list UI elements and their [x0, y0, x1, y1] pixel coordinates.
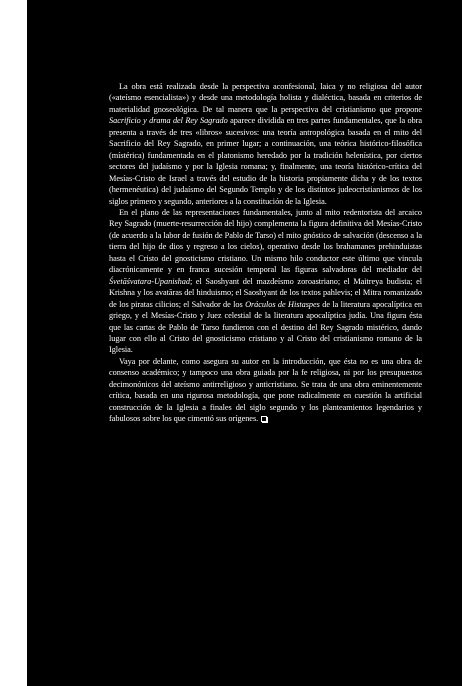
paragraph-3 [109, 356, 422, 425]
italic-title-oraculos: Oráculos de Histaspes [245, 299, 320, 309]
text-segment: En el plano de las representaciones fundamentales, junto al mito redentorista del arcaico Rey Sagrado (muerte-resurrección del hijo) complementa la figura definitiva del Mesías-Cristo (de acuerdo a la labor de fusión de Pablo de Tarso) el mito gnóstico de salvación (descenso a la tierra del hijo de dios y regreso a los cielos), operativo desde los brahamanes prehinduistas hasta el Cristo del gnosticismo cristiano. Un mismo hilo conductor este último que vincula diacrónicamente y en franca sucesión temporal las figuras salvadoras del mediador del [109, 207, 422, 275]
square-end-mark-icon [261, 416, 267, 422]
text-segment: ; el Saoshyant del mazdeísmo zoroastriano; el Maitreya budista; el Krishna y los avatāras del hinduismo; el Saoshyant de los textos pahlevis; el Mitra romanizado de los piratas cilicios; el Salvador de los [109, 276, 422, 309]
blurb-text [109, 81, 422, 425]
text-segment: aparece dividida en tres partes fundamentales, que la obra presenta a través de tres «libros» sucesivos: una teoría antropológica basada en el mito del Sacrificio del Rey Sagrado, en primer lugar; a continuación, una teórica histórico-filosófica (místérica) fundamentada en el platonismo heredado por la tradición helenística, por ciertos sectores del judaísmo y por la Iglesia romana; y, finalmente, una teoría histórico-crítica del Mesías-Cristo de Israel a través del estudio de la historia propiamente dicha y de los textos (hermenéutica) del judaísmo del Segundo Templo y de los distintos judeocristianismos de los siglos primero y segundo, anteriores a la constitución de la Iglesia. [109, 116, 422, 206]
back-cover [27, 0, 462, 686]
paragraph-2 [109, 207, 422, 356]
text-segment: de la literatura apocalíptica en griego, y el Mesías-Cristo y Juez celestial de la literatura apocalíptica judía. Una figura ésta que las cartas de Pablo de Tarso fundieron con el destino del Rey Sagrado mistérico, dando lugar con ello al Cristo del gnosticismo cristiano y al Cristo del cristianismo romano de la Iglesia. [109, 299, 422, 355]
italic-title-upanishad: Śvetāśvatara-Upanishad [109, 276, 190, 286]
paragraph-1 [109, 81, 422, 207]
text-segment: La obra está realizada desde la perspectiva aconfesional, laica y no religiosa del autor («ateísmo esencialista») y desde una metodología holista y dialéctica, basada en criterios de materialidad gnoseológica. De tal manera que la perspectiva del cristianismo que propone [109, 82, 422, 114]
italic-title-sacrificio: Sacrificio y drama del Rey Sagrado [109, 116, 228, 126]
text-segment: Vaya por delante, como asegura su autor en la introducción, que ésta no es una obra de consenso académico; y tampoco una obra guiada por la fe religiosa, ni por los presupuestos decimonónicos del ateísmo antirreligioso y anticristiano. Se trata de una obra eminentemente crítica, basada en una rigurosa metodología, que pone radicalmente en cuestión la artificial construcción de la Iglesia a finales del siglo segundo y los planteamientos legendarios y fabulosos sobre los que cimentó sus orígenes. [109, 356, 422, 424]
